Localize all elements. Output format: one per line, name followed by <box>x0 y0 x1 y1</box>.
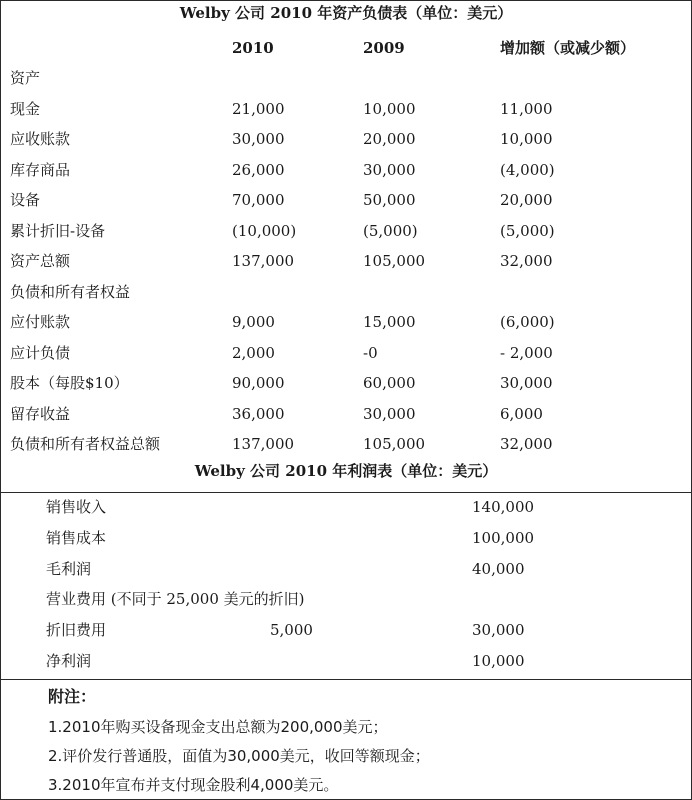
value-change: (4,000) <box>500 161 555 179</box>
value-2010: 70,000 <box>232 191 285 209</box>
value-2010: 137,000 <box>232 435 295 453</box>
header-2010: 2010 <box>232 39 274 57</box>
balance-sheet-row <box>0 339 692 367</box>
value-2009: 30,000 <box>363 405 416 423</box>
income-row <box>0 524 692 552</box>
balance-sheet-row <box>0 186 692 214</box>
row-label: 库存商品 <box>10 161 71 179</box>
value-2009: (5,000) <box>363 222 418 240</box>
value-2010: 26,000 <box>232 161 285 179</box>
value-2010: 137,000 <box>232 252 295 270</box>
value-change: 10,000 <box>500 130 553 148</box>
value-2009: 60,000 <box>363 374 416 392</box>
value-change: (6,000) <box>500 313 555 331</box>
income-statement-title: Welby 公司 2010 年利润表（单位：美元） <box>194 462 498 480</box>
income-amount: 30,000 <box>472 621 525 639</box>
row-label: 现金 <box>10 100 41 118</box>
income-row <box>0 555 692 583</box>
value-2010: 90,000 <box>232 374 285 392</box>
balance-sheet-row <box>0 64 692 92</box>
income-row <box>0 647 692 675</box>
balance-sheet-title: Welby 公司 2010 年资产负债表（单位：美元） <box>179 4 513 22</box>
income-amount: 10,000 <box>472 652 525 670</box>
value-2010: (10,000) <box>232 222 297 240</box>
income-label: 营业费用 (不同于 25,000 美元的折旧) <box>46 590 305 608</box>
income-amount: 40,000 <box>472 560 525 578</box>
income-label: 毛利润 <box>46 560 92 578</box>
value-2010: 9,000 <box>232 313 275 331</box>
notes-top-divider <box>0 679 692 680</box>
row-label: 股本（每股$10） <box>10 374 129 392</box>
header-change: 增加额（或减少额） <box>500 39 636 57</box>
value-2010: 2,000 <box>232 344 275 362</box>
income-label: 净利润 <box>46 652 92 670</box>
value-2009: 105,000 <box>363 252 426 270</box>
row-label: 累计折旧-设备 <box>10 222 106 240</box>
row-label: 应收账款 <box>10 130 71 148</box>
balance-sheet-row <box>0 247 692 275</box>
value-2009: -0 <box>363 344 378 362</box>
value-change: - 2,000 <box>500 344 553 362</box>
value-change: 32,000 <box>500 435 553 453</box>
row-label: 留存收益 <box>10 405 71 423</box>
income-amount: 140,000 <box>472 498 535 516</box>
value-change: 20,000 <box>500 191 553 209</box>
balance-sheet-row <box>0 400 692 428</box>
row-label: 资产总额 <box>10 252 71 270</box>
value-2009: 15,000 <box>363 313 416 331</box>
value-change: 11,000 <box>500 100 553 118</box>
income-label: 销售收入 <box>46 498 107 516</box>
value-change: 6,000 <box>500 405 543 423</box>
balance-sheet-row <box>0 308 692 336</box>
row-label: 负债和所有者权益总额 <box>10 435 161 453</box>
value-2009: 30,000 <box>363 161 416 179</box>
balance-sheet-row <box>0 156 692 184</box>
balance-sheet-row <box>0 217 692 245</box>
row-label: 负债和所有者权益 <box>10 283 131 301</box>
value-2009: 10,000 <box>363 100 416 118</box>
row-label: 资产 <box>10 69 41 87</box>
row-label: 设备 <box>10 191 41 209</box>
income-sub-amount: 5,000 <box>270 621 313 639</box>
note-item: 2.评价发行普通股，面值为30,000美元，收回等额现金； <box>48 747 430 765</box>
value-2010: 21,000 <box>232 100 285 118</box>
value-2009: 105,000 <box>363 435 426 453</box>
income-row <box>0 585 692 613</box>
income-label: 销售成本 <box>46 529 107 547</box>
value-2009: 50,000 <box>363 191 416 209</box>
income-row <box>0 493 692 521</box>
row-label: 应计负债 <box>10 344 71 362</box>
value-2010: 30,000 <box>232 130 285 148</box>
notes-title: 附注： <box>48 687 97 706</box>
balance-sheet-row <box>0 278 692 306</box>
balance-sheet-row <box>0 95 692 123</box>
value-change: 30,000 <box>500 374 553 392</box>
note-item: 3.2010年宣布并支付现金股利4,000美元。 <box>48 776 339 794</box>
note-item: 1.2010年购买设备现金支出总额为200,000美元； <box>48 718 388 736</box>
value-2009: 20,000 <box>363 130 416 148</box>
header-2009: 2009 <box>363 39 405 57</box>
balance-sheet-header-row <box>0 34 692 62</box>
income-amount: 100,000 <box>472 529 535 547</box>
balance-sheet-row <box>0 430 692 458</box>
balance-sheet-row <box>0 369 692 397</box>
income-label: 折旧费用 <box>46 621 107 639</box>
value-change: 32,000 <box>500 252 553 270</box>
row-label: 应付账款 <box>10 313 71 331</box>
income-row <box>0 616 692 644</box>
balance-sheet-row <box>0 125 692 153</box>
value-change: (5,000) <box>500 222 555 240</box>
value-2010: 36,000 <box>232 405 285 423</box>
